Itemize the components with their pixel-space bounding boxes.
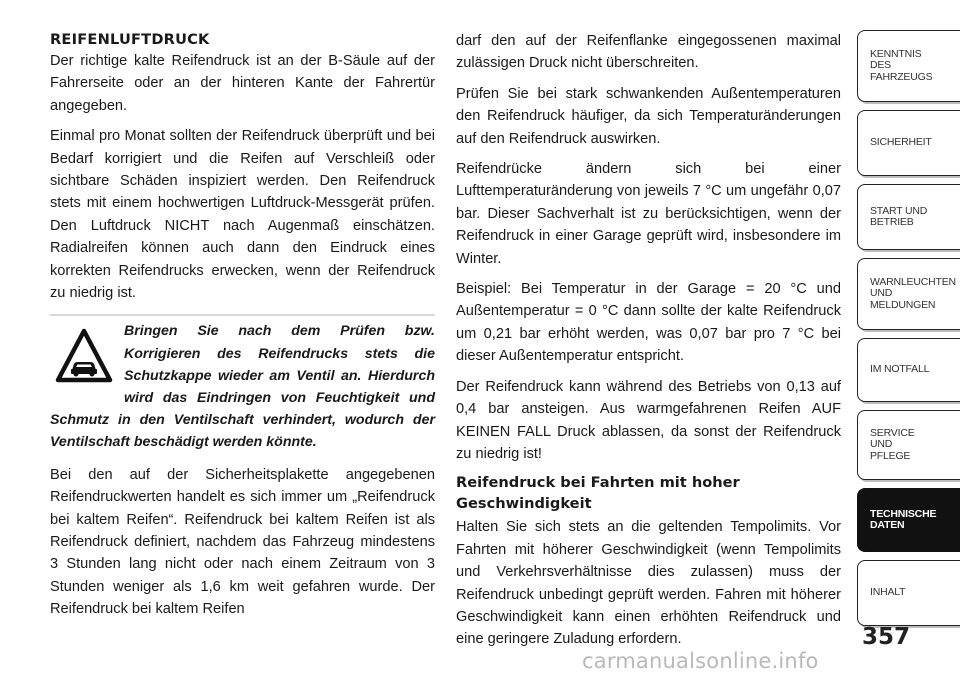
tab-inhalt[interactable]: INHALT <box>857 560 960 626</box>
tab-service-und-pflege[interactable]: SERVICE UND PFLEGE <box>857 410 960 480</box>
paragraph: darf den auf der Reifenflanke eingegossenen maximal zulässigen Druck nicht überschreiten. <box>456 33 841 72</box>
tab-warnleuchten-und-meldungen[interactable]: WARNLEUCHTEN UND MELDUNGEN <box>857 258 960 330</box>
section-heading: REIFENLUFTDRUCK <box>50 31 210 48</box>
paragraph: Der Reifendruck kann während des Betriebs von 0,13 auf 0,4 bar ansteigen. Aus warmgefahrenen Reifen AUF KEINEN FALL Druck ablassen, da sonst der Reifendruck zu niedrig ist! <box>456 378 841 462</box>
chapter-tabs <box>857 30 960 634</box>
right-column <box>456 30 841 659</box>
paragraph: Der richtige kalte Reifendruck ist an der B-Säule auf der Fahrerseite oder an der hinteren Kante der Fahrertür angegeben. <box>50 53 435 114</box>
tab-technische-daten[interactable]: TECHNISCHE DATEN <box>857 488 960 552</box>
paragraph: Halten Sie sich stets an die geltenden Tempolimits. Vor Fahrten mit höherer Geschwindigkeit (wenn Tempolimits und Verkehrsverhältnisse dies zulassen) muss der Reifendruck unbedingt geprüft werden. Fahren mit höherer Geschwindigkeit kann einen erhöhten Reifendruck und eine geringere Zuladung erfordern. <box>456 519 841 648</box>
page-number: 357 <box>861 624 910 650</box>
tab-start-und-betrieb[interactable]: START UND BETRIEB <box>857 184 960 250</box>
left-column <box>50 30 435 629</box>
warning-box <box>50 314 435 453</box>
warning-text: Bringen Sie nach dem Prüfen bzw. Korrigieren des Reifendrucks stets die Schutzkappe wieder am Ventil an. Hierdurch wird das Eindringen von Feuchtigkeit und Schmutz in den Ventilschaft verhindert, wodurch der Ventilschaft beschädigt werden könnte. <box>50 323 435 451</box>
subheading: Reifendruck bei Fahrten mit hoher Geschwindigkeit <box>456 474 740 512</box>
warning-triangle-car-icon <box>54 322 114 390</box>
paragraph: Reifendrücke ändern sich bei einer Lufttemperaturänderung von jeweils 7 °C um ungefähr 0,07 bar. Dieser Sachverhalt ist zu berücksichtigen, wenn der Reifendruck in einer Garage geprüft wird, insbesondere im Winter. <box>456 161 841 267</box>
watermark: carmanualsonline.info <box>582 649 819 673</box>
tab-sicherheit[interactable]: SICHERHEIT <box>857 110 960 176</box>
tab-im-notfall[interactable]: IM NOTFALL <box>857 338 960 402</box>
paragraph: Bei den auf der Sicherheitsplakette angegebenen Reifendruckwerten handelt es sich immer um „Reifendruck bei kaltem Reifen“. Reifendruck bei kaltem Reifen ist als Reifendruck definiert, nachdem das Fahrzeug mindestens 3 Stunden lang nicht oder nach einem Zeitraum von 3 Stunden weniger als 1,6 km weit gefahren wurde. Der Reifendruck bei kaltem Reifen <box>50 466 435 618</box>
paragraph: Einmal pro Monat sollten der Reifendruck überprüft und bei Bedarf korrigiert und die Reifen auf Verschleiß oder sichtbare Schäden inspiziert werden. Den Reifendruck stets mit einem hochwertigen Luftdruck-Messgerät prüfen. Den Luftdruck NICHT nach Augenmaß einschätzen. Radialreifen können auch dann den Eindruck eines korrekten Reifendrucks erwecken, wenn der Reifendruck zu niedrig ist. <box>50 128 435 302</box>
paragraph: Beispiel: Bei Temperatur in der Garage = 20 °C und Außentemperatur = 0 °C dann sollte der kalte Reifendruck um 0,21 bar erhöht werden, was 0,07 bar pro 7 °C bei dieser Außentemperatur entspricht. <box>456 281 841 365</box>
paragraph: Prüfen Sie bei stark schwankenden Außentemperaturen den Reifendruck häufiger, da sich Temperaturänderungen auf den Reifendruck auswirken. <box>456 85 841 147</box>
tab-kenntnis-des-fahrzeugs[interactable]: KENNTNIS DES FAHRZEUGS <box>857 30 960 102</box>
